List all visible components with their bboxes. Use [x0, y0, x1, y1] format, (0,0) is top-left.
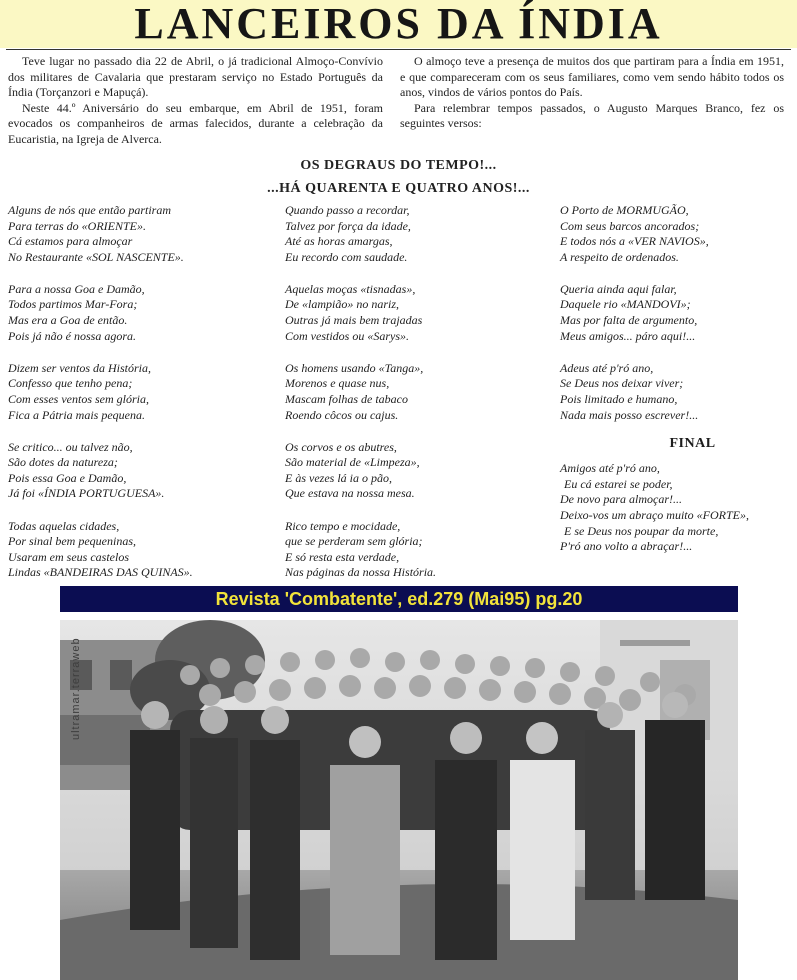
verse-line: O Porto de MORMUGÃO, — [560, 203, 689, 217]
verse-line: Nada mais posso escrever!... — [560, 407, 699, 422]
verse-line: Lindas «BANDEIRAS DAS QUINAS». — [8, 565, 193, 580]
verse-line: Queria ainda aqui falar, — [560, 281, 677, 296]
verse-line: Roendo côcos ou cajus. — [285, 407, 399, 422]
verse-line: Todas aquelas cidades, — [8, 518, 120, 533]
poem-column-3 — [560, 203, 795, 571]
verse-line: Quando passo a recordar, — [285, 203, 410, 217]
masthead-title: LANCEIROS DA ÍNDIA — [134, 0, 663, 48]
verse-line: E às vezes lá ia o pão, — [285, 470, 392, 485]
poem-column-1 — [8, 203, 273, 597]
intro-paragraph: Neste 44.º Aniversário do seu embarque, em Abril de 1951, foram evocados os companheiros de armas falecidos, durante a celebração da Eucaristia, na Igreja de Alverca. — [8, 100, 383, 146]
stanza — [285, 203, 555, 265]
stanza — [560, 361, 795, 423]
stanza — [285, 361, 555, 423]
stanza — [285, 282, 555, 344]
stanza — [560, 282, 795, 344]
caption-text: Revista 'Combatente', ed.279 (Mai95) pg.20 — [215, 589, 583, 609]
verse-line: Daquele rio «MANDOVI»; — [560, 297, 691, 312]
verse-line: Pois essa Goa e Damão, — [8, 470, 127, 485]
poem-subtitle: ...HÁ QUARENTA E QUATRO ANOS!... — [267, 181, 530, 196]
caption-bar — [60, 586, 738, 612]
verse-line: Com vestidos ou «Sarys». — [285, 328, 409, 343]
masthead — [0, 0, 797, 48]
verse-line: P'ró ano volto a abraçar!... — [560, 539, 693, 554]
verse-line: Se critico... ou talvez não, — [8, 439, 133, 454]
stanza — [8, 282, 273, 344]
verse-line: Eu cá estarei se poder, — [564, 476, 673, 491]
verse-line: Morenos e quase nus, — [285, 376, 390, 391]
masthead-rule — [6, 49, 791, 50]
stanza — [8, 203, 273, 265]
verse-line: Mas por falta de argumento, — [560, 313, 698, 328]
stanza — [285, 519, 555, 581]
group-photo — [60, 620, 738, 980]
stanza — [560, 203, 795, 265]
verse-line: Os homens usando «Tanga», — [285, 360, 424, 375]
verse-line: Pois limitado e humano, — [560, 391, 678, 406]
intro-paragraph: O almoço teve a presença de muitos dos que partiram para a Índia em 1951, e que compareceram com os seus familiares, como vem sendo hábito todos os anos, vindos de vários pontos do País. — [400, 54, 784, 99]
verse-line: De «lampião» no nariz, — [285, 297, 399, 312]
verse-line: Adeus até p'ró ano, — [560, 360, 654, 375]
verse-line: Se Deus nos deixar viver; — [560, 376, 684, 391]
verse-line: E todos nós a «VER NAVIOS», — [560, 234, 709, 249]
verse-line: Os corvos e os abutres, — [285, 439, 397, 454]
verse-line: Nas páginas da nossa História. — [285, 565, 437, 580]
photo-watermark: ultramar.terraweb — [70, 637, 82, 740]
verse-line: Rico tempo e mocidade, — [285, 518, 401, 533]
intro-left-column — [8, 54, 383, 147]
verse-line: De novo para almoçar!... — [560, 492, 682, 507]
verse-line: Amigos até p'ró ano, — [560, 461, 660, 476]
verse-line: que se perderam sem glória; — [285, 534, 423, 549]
verse-line: São dotes da natureza; — [8, 455, 118, 470]
stanza — [8, 519, 273, 581]
verse-line: Todos partimos Mar-Fora; — [8, 297, 138, 312]
verse-line: Cá estamos para almoçar — [8, 234, 133, 249]
verse-line: Para a nossa Goa e Damão, — [8, 281, 145, 296]
stanza — [8, 440, 273, 502]
verse-line: No Restaurante «SOL NASCENTE». — [8, 249, 184, 264]
verse-line: Aquelas moças «tisnadas», — [285, 281, 416, 296]
verse-line: Que estava na nossa mesa. — [285, 486, 415, 501]
final-heading: FINAL — [669, 435, 716, 451]
intro-paragraph: Teve lugar no passado dia 22 de Abril, o já tradicional Almoço-Convívio dos militares de Cavalaria que prestaram serviço no Estado Português da Índia (Torçanzori e Mapuçá). — [8, 54, 383, 99]
poem-column-2 — [285, 203, 555, 597]
verse-line: Outras já mais bem trajadas — [285, 313, 423, 328]
verse-line: Dizem ser ventos da História, — [8, 360, 151, 375]
verse-line: A respeito de ordenados. — [560, 249, 679, 264]
poem-title: OS DEGRAUS DO TEMPO!... — [300, 158, 497, 173]
verse-line: Até as horas amargas, — [285, 234, 393, 249]
intro-right-column — [400, 54, 784, 132]
verse-line: Por sinal bem pequeninas, — [8, 534, 136, 549]
verse-line: Com seus barcos ancorados; — [560, 218, 700, 233]
stanza — [8, 361, 273, 423]
verse-line: E só resta esta verdade, — [285, 549, 400, 564]
verse-line: Já foi «ÍNDIA PORTUGUESA». — [8, 486, 165, 501]
verse-line: Eu recordo com saudade. — [285, 249, 408, 264]
verse-line: Fica a Pátria mais pequena. — [8, 407, 145, 422]
final-stanza — [560, 461, 795, 555]
verse-line: Confesso que tenho pena; — [8, 376, 133, 391]
verse-line: Mas era a Goa de então. — [8, 313, 128, 328]
verse-line: E se Deus nos poupar da morte, — [564, 523, 719, 538]
verse-line: Meus amigos... páro aqui!... — [560, 328, 696, 343]
verse-line: Talvez por força da idade, — [285, 218, 411, 233]
verse-line: Mascam folhas de tabaco — [285, 391, 408, 406]
group-photo-image — [60, 620, 738, 980]
intro-paragraph: Para relembrar tempos passados, o Augusto Marques Branco, fez os seguintes versos: — [400, 100, 784, 130]
verse-line: Para terras do «ORIENTE». — [8, 218, 146, 233]
verse-line: Deixo-vos um abraço muito «FORTE», — [560, 508, 749, 522]
verse-line: Pois já não é nossa agora. — [8, 328, 137, 343]
verse-line: São material de «Limpeza», — [285, 455, 420, 470]
verse-line: Com esses ventos sem glória, — [8, 391, 149, 406]
verse-line: Alguns de nós que então partiram — [8, 203, 171, 217]
verse-line: Usaram em seus castelos — [8, 549, 129, 564]
stanza — [285, 440, 555, 502]
